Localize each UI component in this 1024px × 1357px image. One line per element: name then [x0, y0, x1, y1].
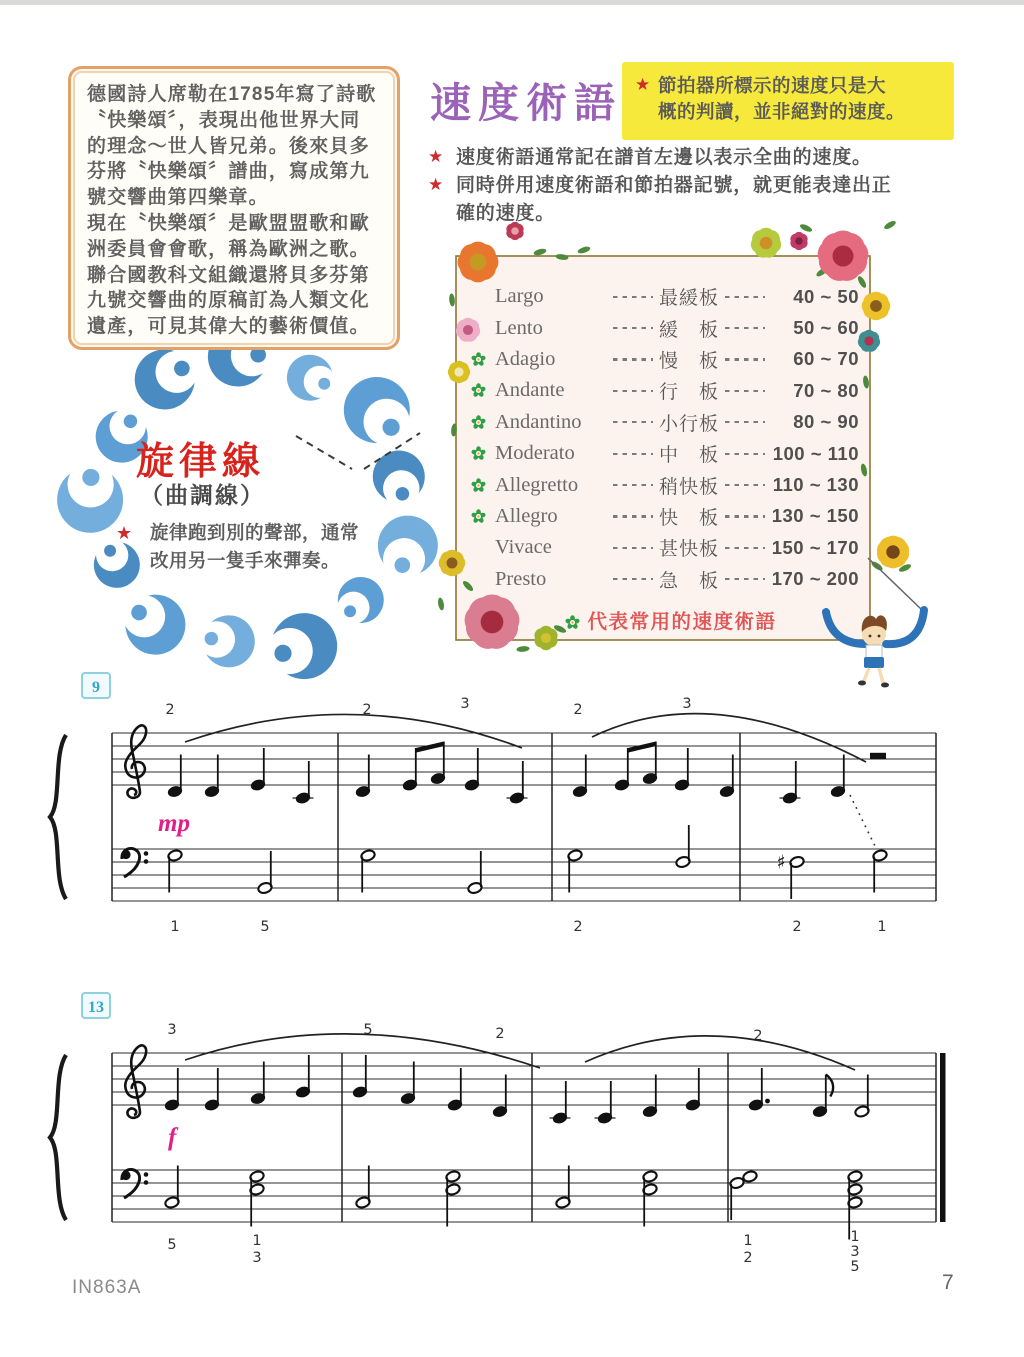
info-box-ode-to-joy [68, 66, 400, 350]
fingering-number: 3 [252, 1250, 262, 1266]
fingering-number: 5 [260, 919, 270, 935]
bullet-line: 同時併用速度術語和節拍器記號，就更能表達出正 [456, 175, 892, 196]
tempo-row [471, 438, 859, 469]
info-line: 〝快樂頌〞，表現出他世界大同 [87, 109, 361, 131]
common-flower-icon [565, 615, 580, 630]
tempo-name-zh: 稍快板 [659, 476, 720, 498]
tempo-name-zh: 慢 板 [659, 350, 720, 372]
tempo-name-zh: 中 板 [659, 445, 720, 467]
fingering-number: 3 [850, 1244, 860, 1260]
fingering-number: 5 [167, 1237, 177, 1253]
tempo-row [471, 532, 859, 563]
tempo-term: Lento [495, 316, 543, 339]
dash-leader [613, 421, 653, 423]
tempo-term: Allegretto [495, 473, 579, 496]
common-flower-icon [471, 446, 486, 461]
fingering-number: 2 [753, 1028, 763, 1044]
tempo-bpm-range: 60 ~ 70 [793, 348, 860, 370]
fingering-number: 5 [363, 1022, 373, 1038]
tempo-name-zh: 最緩板 [659, 288, 720, 310]
wave-icon [191, 604, 265, 678]
dash-leader [613, 453, 653, 455]
fingering-number: 2 [362, 702, 372, 718]
fingering-number: 2 [495, 1026, 505, 1042]
treble-clef-icon [125, 725, 146, 797]
flower-icon [875, 534, 911, 570]
tempo-row [471, 312, 859, 343]
common-flower-icon-slot [471, 352, 495, 367]
common-flower-icon [471, 352, 486, 367]
tempo-term: Largo [495, 285, 544, 308]
grand-staff-brace-icon [50, 1055, 66, 1220]
dash-leader [725, 421, 765, 423]
bass-clef-icon [121, 848, 148, 877]
dynamic-marking: mp [158, 810, 190, 837]
fingering-number: 1 [850, 1229, 860, 1245]
dash-leader [613, 515, 653, 517]
grand-staff-brace-icon [50, 735, 66, 899]
wave-icon [337, 576, 385, 624]
info-line: 號交響曲第四樂章。 [87, 187, 269, 209]
legend-flower-icon-slot [565, 613, 580, 636]
wave-icon [341, 374, 414, 447]
wave-icon [362, 441, 435, 514]
tempo-term: Adagio [495, 347, 556, 370]
page-number: 7 [942, 1271, 954, 1294]
section-title-melody-line: 旋律線 [136, 441, 266, 483]
dash-leader [725, 327, 765, 329]
fingering-number: 3 [167, 1022, 177, 1038]
svg-text:13: 13 [88, 999, 104, 1016]
fingering-number: 2 [165, 702, 175, 718]
tempo-bpm-range: 40 ~ 50 [793, 285, 860, 307]
common-flower-icon [471, 478, 486, 493]
fingering-number: 2 [792, 919, 802, 935]
tempo-term: Andantino [495, 410, 582, 433]
catalog-code: IN863A [72, 1277, 142, 1298]
dash-leader [613, 547, 653, 549]
fingering-number: 3 [460, 696, 470, 712]
tempo-row [471, 407, 859, 438]
dash-leader [613, 327, 653, 329]
svg-text:♯: ♯ [776, 851, 786, 874]
flower-icon [749, 228, 782, 260]
wave-icon [366, 505, 449, 588]
leaf-icon [577, 245, 591, 254]
dash-leader [725, 484, 765, 486]
leaf-icon [449, 293, 456, 306]
info-line: 遺產，可見其偉大的藝術價值。 [87, 316, 370, 338]
tempo-name-zh: 小行板 [659, 413, 720, 435]
info-line: 聯合國教科文組織還將貝多芬第 [87, 264, 370, 286]
melody-line-subtitle: （曲調線） [140, 482, 265, 508]
tempo-row [471, 375, 859, 406]
tempo-term: Presto [495, 567, 547, 590]
star-icon: ★ [428, 147, 444, 166]
legend-text: 代表常用的速度術語 [587, 611, 777, 633]
fingering-number: 2 [573, 702, 583, 718]
common-flower-icon-slot [471, 415, 495, 430]
tempo-name-zh: 急 板 [659, 570, 720, 592]
tempo-term: Andante [495, 379, 565, 402]
slur-line [185, 1034, 540, 1068]
info-line: 九號交響曲的原稿訂為人類文化 [87, 290, 370, 312]
wave-icon [259, 601, 349, 691]
leaf-icon [533, 248, 547, 257]
tempo-row [471, 501, 859, 532]
tempo-bullet-2 [456, 172, 892, 227]
wave-icon [129, 343, 202, 416]
tempo-term: Allegro [495, 504, 558, 527]
tempo-bpm-range: 170 ~ 200 [771, 568, 860, 590]
tempo-bpm-range: 70 ~ 80 [793, 379, 860, 401]
star-icon: ★ [428, 175, 444, 194]
tempo-term: Vivace [495, 536, 552, 559]
fingering-number: 1 [170, 919, 180, 935]
leaf-icon [437, 597, 445, 611]
fingering-number: 1 [252, 1233, 262, 1249]
fingering-number: 5 [850, 1259, 860, 1275]
section-title-tempo-terms: 速度術語 [430, 80, 622, 126]
dash-leader [725, 578, 765, 580]
common-flower-icon-slot [471, 478, 495, 493]
wave-icon [120, 590, 189, 659]
dash-leader [613, 578, 653, 580]
tempo-bpm-range: 110 ~ 130 [772, 474, 860, 496]
slur-line [592, 714, 866, 762]
dash-leader [725, 453, 765, 455]
tempo-name-zh: 行 板 [659, 382, 720, 404]
melody-line-note [150, 519, 359, 574]
slur-line [185, 714, 522, 748]
common-flower-icon-slot [471, 446, 495, 461]
star-icon: ★ [116, 523, 133, 543]
common-flower-icon [471, 509, 486, 524]
tempo-bpm-range: 50 ~ 60 [793, 317, 860, 339]
tempo-name-zh: 緩 板 [659, 319, 720, 341]
common-flower-icon [471, 383, 486, 398]
fingering-number: 1 [743, 1233, 753, 1249]
info-line: 芬將〝快樂頌〞譜曲，寫成第九 [87, 161, 370, 183]
highlight-note-box [622, 62, 954, 140]
tempo-bullet-1 [456, 144, 872, 172]
tempo-row [471, 281, 859, 312]
info-line: 德國詩人席勒在1785年寫了詩歌 [87, 84, 377, 105]
tempo-name-zh: 甚快板 [659, 539, 720, 561]
dash-leader [613, 484, 653, 486]
half-rest-icon [870, 753, 886, 759]
tempo-bpm-range: 130 ~ 150 [771, 505, 860, 527]
bass-clef-icon [121, 1169, 148, 1198]
common-flower-icon-slot [471, 509, 495, 524]
tempo-bpm-range: 150 ~ 170 [771, 536, 860, 558]
bullet-line: 確的速度。 [456, 202, 556, 224]
tempo-bpm-range: 100 ~ 110 [772, 442, 860, 464]
highlight-line: 概的判讀，並非絕對的速度。 [658, 101, 906, 122]
dash-leader [725, 547, 765, 549]
dash-leader [613, 390, 653, 392]
dynamic-marking: f [168, 1124, 177, 1151]
staff-system [50, 673, 936, 935]
dash-leader [725, 358, 765, 360]
tempo-row [471, 469, 859, 500]
leaf-icon [516, 646, 529, 653]
info-line: 現在〝快樂頌〞是歐盟盟歌和歐 [87, 212, 370, 234]
dash-leader [725, 390, 765, 392]
dash-leader [725, 296, 765, 298]
fingering-number: 2 [743, 1250, 753, 1266]
tempo-name-zh: 快 板 [659, 507, 720, 529]
bullet-line: 速度術語通常記在譜首左邊以表示全曲的速度。 [456, 147, 872, 168]
fingering-number: 3 [682, 696, 692, 712]
fingering-number: 2 [573, 919, 583, 935]
scan-edge [0, 0, 1024, 5]
tempo-bpm-range: 80 ~ 90 [793, 411, 860, 433]
info-line: 的理念～世人皆兄弟。後來貝多 [87, 135, 370, 157]
dash-leader [613, 358, 653, 360]
common-flower-icon-slot [471, 383, 495, 398]
melody-note-line: 改用另一隻手來彈奏。 [150, 549, 341, 571]
common-flower-icon [471, 415, 486, 430]
treble-clef-icon [125, 1045, 146, 1117]
star-icon: ★ [635, 75, 651, 94]
tempo-table-legend [470, 606, 872, 636]
tempo-table [471, 281, 859, 595]
info-line: 洲委員會會歌，稱為歐洲之歌。 [87, 238, 370, 260]
tempo-row [471, 344, 859, 375]
tempo-row [471, 564, 859, 595]
wave-icon [280, 347, 341, 408]
dash-leader [613, 296, 653, 298]
fingering-number: 1 [877, 919, 887, 935]
svg-text:9: 9 [92, 679, 100, 696]
melody-note-line: 旋律跑到別的聲部，通常 [150, 522, 360, 543]
flower-icon [789, 232, 809, 250]
dash-leader [725, 515, 765, 517]
tempo-term: Moderato [495, 442, 575, 465]
staff-system [50, 993, 946, 1275]
highlight-line: 節拍器所標示的速度只是大 [658, 75, 887, 96]
